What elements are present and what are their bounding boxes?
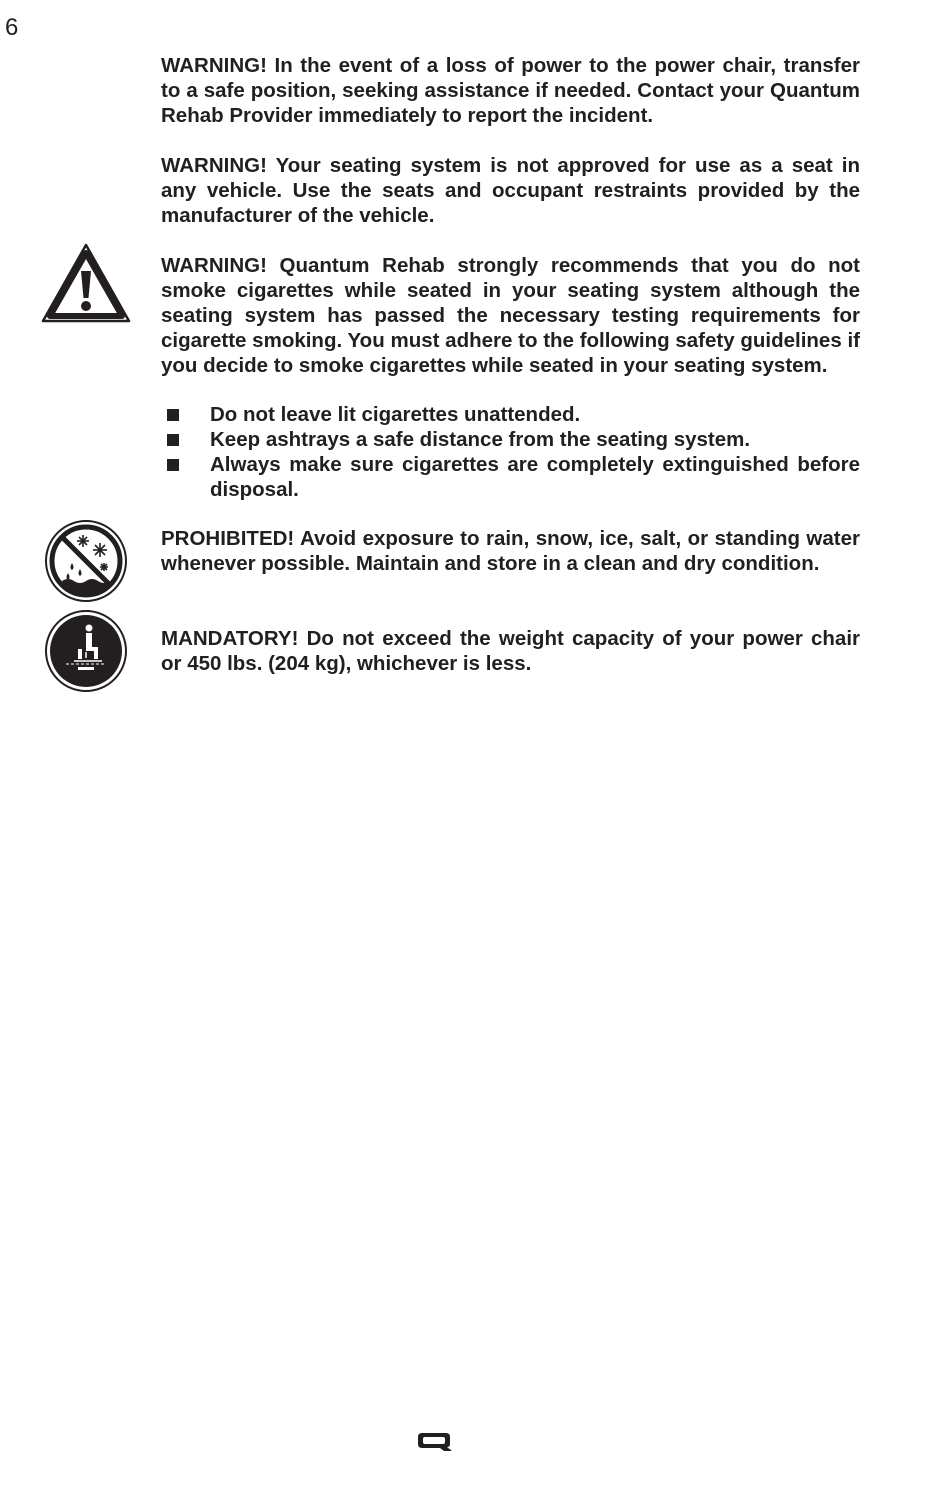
guideline-text: Keep ashtrays a safe distance from the seating system. xyxy=(210,427,751,451)
warning-power-loss: WARNING! In the event of a loss of power to the power chair, transfer to a safe position, seeking assistance if needed. Contact your Quantum Rehab Provider immediately to report the incident. xyxy=(161,54,860,127)
quantum-logo-icon xyxy=(416,1432,452,1451)
warning-triangle-icon xyxy=(41,243,131,325)
list-item xyxy=(161,453,860,503)
bullet-square-icon xyxy=(167,434,179,446)
no-weather-exposure-icon xyxy=(44,519,128,603)
prohibited-notice: PROHIBITED! Avoid exposure to rain, snow, ice, salt, or standing water whenever possible. Maintain and store in a clean and dry condition. xyxy=(161,527,860,575)
warning-vehicle-seat: WARNING! Your seating system is not approved for use as a seat in any vehicle. Use the seats and occupant restraints provided by the manufacturer of the vehicle. xyxy=(161,154,860,227)
list-item xyxy=(161,428,860,453)
smoking-guidelines-list xyxy=(161,403,860,503)
bullet-square-icon xyxy=(167,409,179,421)
weight-capacity-icon xyxy=(44,609,128,693)
bullet-square-icon xyxy=(167,459,179,471)
list-item xyxy=(161,403,860,428)
guideline-text: Do not leave lit cigarettes unattended. xyxy=(210,403,581,426)
warning-smoking: WARNING! Quantum Rehab strongly recommends that you do not smoke cigarettes while seated in your seating system although the seating system has passed the necessary testing requirements for cigarette smoking. You must adhere to the following safety guidelines if you decide to smoke cigarettes while seated in your seating system. xyxy=(161,254,860,377)
mandatory-notice: MANDATORY! Do not exceed the weight capacity of your power chair or 450 lbs. (204 kg), whichever is less. xyxy=(161,627,860,675)
page-number: 6 xyxy=(5,14,19,41)
guideline-text: Always make sure cigarettes are completely extinguished before disposal. xyxy=(210,452,860,501)
